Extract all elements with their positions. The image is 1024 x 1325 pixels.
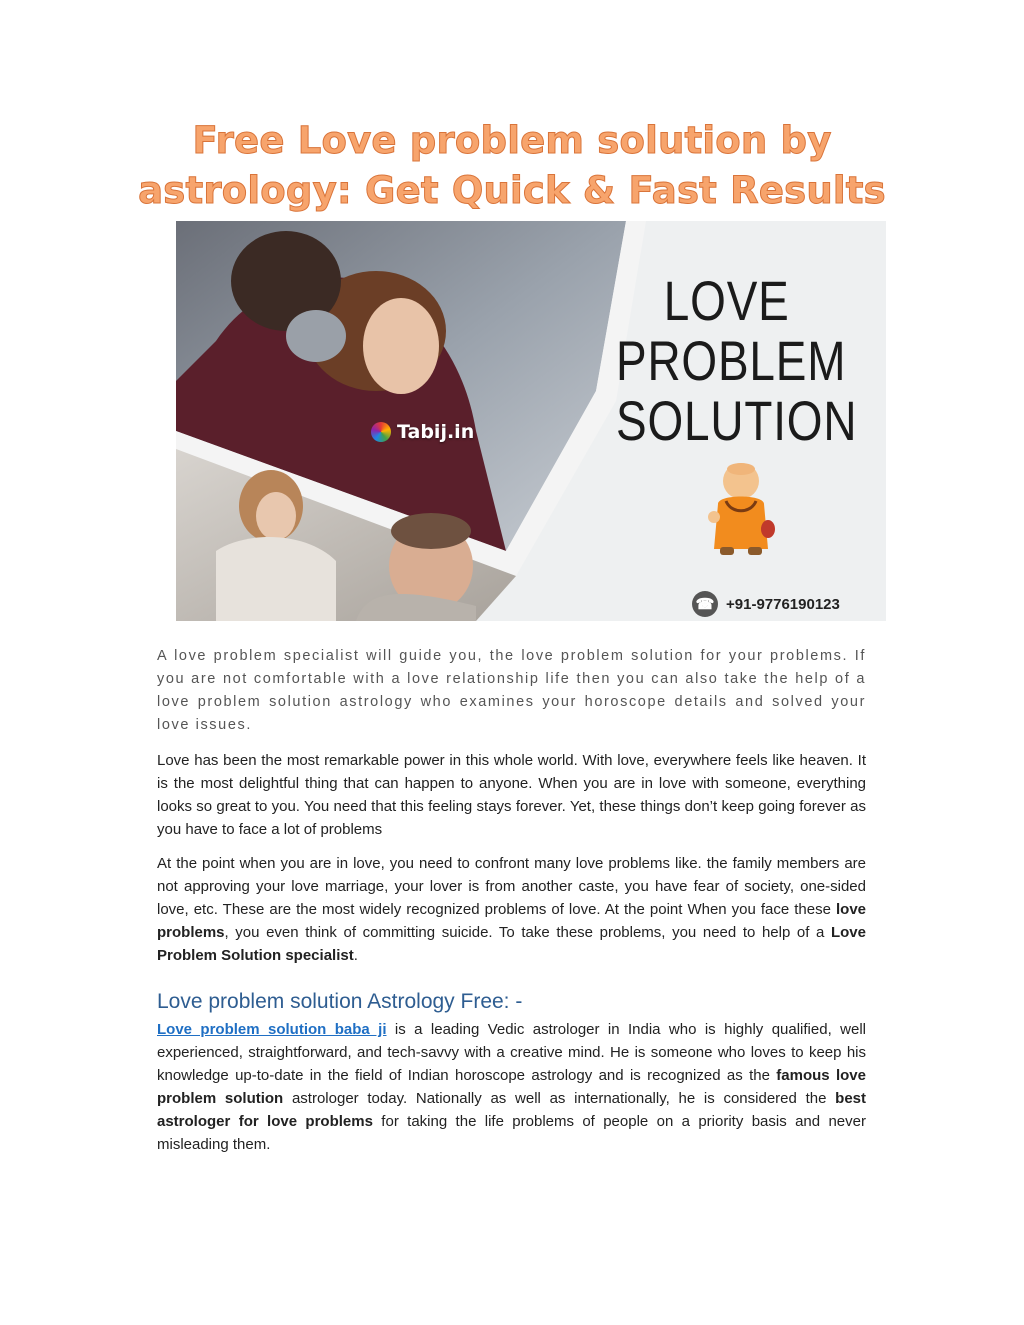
p4-bold-b: best astrologer for love problems (157, 1090, 866, 1130)
hero-line-2: PROBLEM (616, 329, 847, 392)
p3-bold-b: Love Problem Solution specialist (157, 924, 866, 964)
p3-bold-a: love problems (157, 901, 866, 941)
brand-logo (371, 421, 474, 443)
title-line-1: Free Love problem solution by (192, 119, 832, 162)
brand-name: Tabij.in (397, 421, 475, 443)
hero-line-1: LOVE (663, 269, 790, 332)
title-line-2: astrology: Get Quick & Fast Results (138, 169, 886, 212)
p4-text-d: for taking the life problems of people on a priority basis and never misleading them. (157, 1113, 866, 1153)
hero-banner (176, 221, 886, 621)
phone-contact (692, 591, 840, 617)
hero-headline (616, 269, 858, 452)
intro-paragraph: A love problem specialist will guide you, the love problem solution for your problems. If you are not comfortable with a love relationship life then you can also take the help of a love problem solution astrology who examines your horoscope details and solved your love issues. (157, 648, 866, 733)
paragraph-4 (157, 1018, 866, 1156)
paragraph-3 (157, 852, 866, 967)
section-heading: Love problem solution Astrology Free: - (157, 990, 523, 1013)
phone-icon: ☎ (692, 591, 718, 617)
phone-number: +91-9776190123 (726, 595, 840, 613)
p3-text-d: . (353, 947, 358, 964)
page-title (0, 116, 1024, 216)
hero-line-3: SOLUTION (616, 389, 858, 452)
p3-text-a: At the point when you are in love, you need to confront many love problems like. the family members are not approving your love marriage, your lover is from another caste, you have fear of society, one-sided love, etc. These are the most widely recognized problems of love. At the point When you face these (157, 855, 866, 918)
baba-ji-link[interactable]: Love problem solution baba ji (157, 1021, 387, 1038)
paragraph-2: Love has been the most remarkable power in this whole world. With love, everywhere feels like heaven. It is the most delightful thing that can happen to anyone. When you are in love with someone, everything looks so great to you. You need that this feeling stays forever. Yet, these things don’t keep going forever as you have to face a lot of problems (157, 752, 866, 838)
logo-icon (371, 422, 391, 442)
p3-text-c: , you even think of committing suicide. To take these problems, you need to help of a (224, 924, 831, 941)
monk-mascot-icon (706, 459, 776, 564)
p4-text-a: is a leading Vedic astrologer in India who is highly qualified, well experienced, straightforward, and tech-savvy with a creative mind. He is someone who loves to keep his knowledge up-to-date in the field of Indian horoscope astrology and is recognized as the (157, 1021, 866, 1084)
p4-bold-a: famous love problem solution (157, 1067, 866, 1107)
p4-text-c: astrologer today. Nationally as well as internationally, he is considered the (283, 1090, 836, 1107)
